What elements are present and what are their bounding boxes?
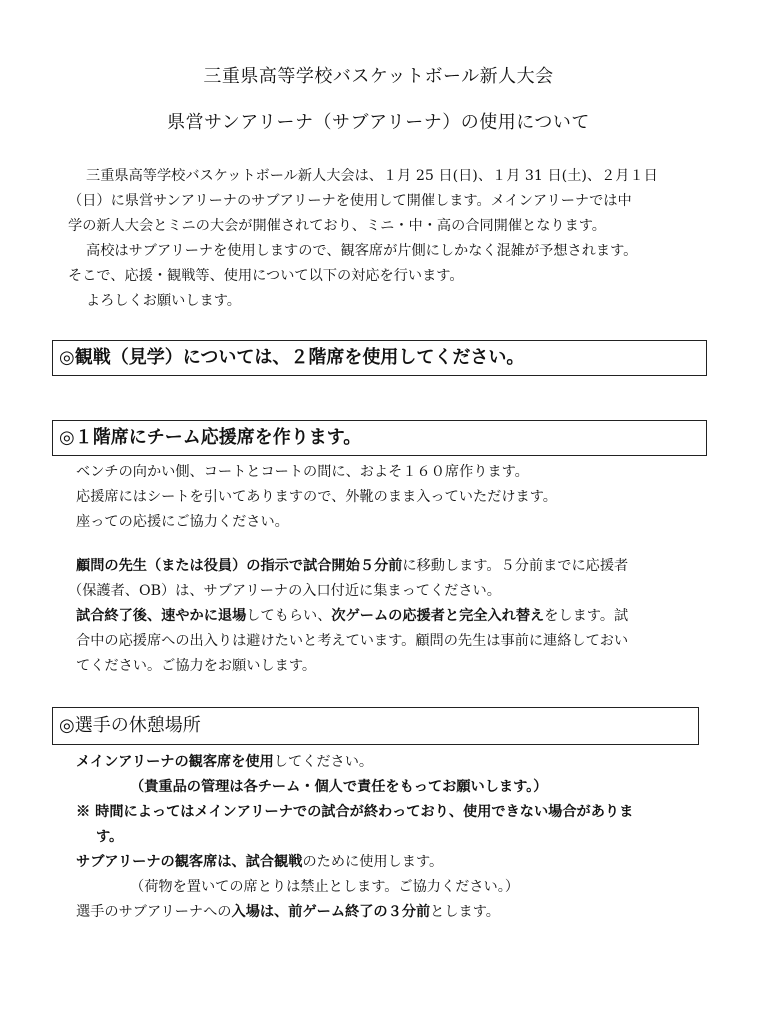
cheer-line-5: （保護者、OB）は、サブアリーナの入口付近に集まってください。 [68,583,501,599]
intro-line-1: 三重県高等学校バスケットボール新人大会は、１月 25 日(日)、１月 31 日(土)、２月１日 [86,168,658,184]
document-title: 三重県高等学校バスケットボール新人大会 [203,66,554,87]
section-box-player-rest: ◎選手の休憩場所 [52,707,699,745]
cheer-line-6-text-a: してもらい、 [246,608,332,624]
cheer-line-6-text-b: をします。試 [544,608,629,624]
rest-line-6: （荷物を置いての席とりは禁止とします。ご協力ください。） [130,879,520,895]
rest-line-5-rest: のために使用します。 [302,854,444,870]
cheer-line-4 [76,556,628,576]
cheer-line-8: てください。ご協力をお願いします。 [76,658,317,674]
rest-line-1-rest: してください。 [273,754,374,770]
cheer-line-7: 合中の応援席への出入りは避けたいと考えています。顧問の先生は事前に連絡しておい [76,633,629,649]
rest-line-1 [76,752,373,772]
cheer-line-4-rest: に移動します。５分前までに応援者 [402,558,629,574]
intro-line-5: そこで、応援・観戦等、使用について以下の対応を行います。 [68,268,464,284]
document-subtitle: 県営サンアリーナ（サブアリーナ）の使用について [167,112,590,133]
rest-line-5 [76,852,443,872]
rest-line-4: す。 [96,829,124,845]
rest-line-7-text-a: 選手のサブアリーナへの [76,904,232,920]
rest-line-5-bold: サブアリーナの観客席は、試合観戦 [76,854,303,870]
cheer-line-6 [76,606,628,626]
intro-line-4: 高校はサブアリーナを使用しますので、観客席が片側にしかなく混雑が予想されます。 [86,243,638,259]
cheer-line-6-bold-b: 次ゲームの応援者と完全入れ替え [331,608,545,624]
section-box-cheer-seats: ◎１階席にチーム応援席を作ります。 [52,420,707,456]
section-box-spectating: ◎観戦（見学）については、２階席を使用してください。 [52,340,707,376]
rest-line-7-bold: 入場は、前ゲーム終了の３分前 [231,904,431,920]
cheer-line-1: ベンチの向かい側、コートとコートの間に、およそ１６０席作ります。 [76,464,529,480]
rest-line-7-text-b: とします。 [430,904,500,920]
intro-line-3: 学の新人大会とミニの大会が開催されており、ミニ・中・高の合同開催となります。 [68,218,606,234]
cheer-line-2: 応援席にはシートを引いてありますので、外靴のまま入っていただけます。 [76,489,557,505]
intro-line-6: よろしくお願いします。 [86,293,241,309]
rest-line-7 [76,902,500,922]
rest-line-3: ※ 時間によってはメインアリーナでの試合が終わっており、使用できない場合がありま [76,804,634,820]
cheer-line-6-bold-a: 試合終了後、速やかに退場 [76,608,247,624]
intro-line-2: （日）に県営サンアリーナのサブアリーナを使用して開催します。メインアリーナでは中 [68,193,632,209]
rest-line-2: （貴重品の管理は各チーム・個人で責任をもってお願いします。） [130,779,548,795]
rest-line-1-bold: メインアリーナの観客席を使用 [76,754,274,770]
cheer-line-4-bold: 顧問の先生（または役員）の指示で試合開始５分前 [76,558,403,574]
cheer-line-3: 座っての応援にご協力ください。 [76,514,289,530]
